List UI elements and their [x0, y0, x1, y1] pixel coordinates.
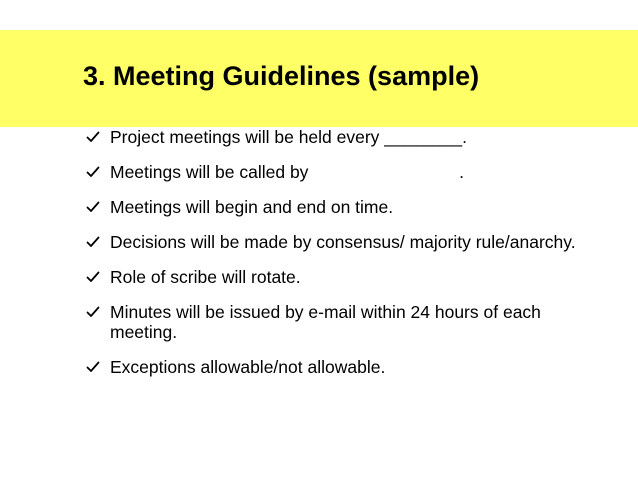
- bullet-text: Decisions will be made by consensus/ majority rule/anarchy.: [110, 232, 576, 252]
- bullet-text: Meetings will begin and end on time.: [110, 197, 394, 217]
- bullet-item: [86, 127, 606, 147]
- bullet-item: [86, 197, 606, 217]
- bullet-list: [86, 120, 606, 392]
- bullet-text: Exceptions allowable/not allowable.: [110, 357, 386, 377]
- bullet-item: [86, 267, 606, 287]
- slide-title: 3. Meeting Guidelines (sample): [83, 61, 480, 91]
- bullet-text: Project meetings will be held every ________.: [110, 127, 468, 147]
- checkmark-icon: [86, 305, 100, 319]
- bullet-item: [86, 162, 606, 182]
- bullet-text: Minutes will be issued by e-mail within 24 hours of each meeting.: [110, 302, 546, 342]
- checkmark-icon: [86, 165, 100, 179]
- bullet-item: [86, 357, 606, 377]
- checkmark-icon: [86, 235, 100, 249]
- bullet-text: Role of scribe will rotate.: [110, 267, 301, 287]
- bullet-item: [86, 302, 606, 342]
- checkmark-icon: [86, 130, 100, 144]
- bullet-text: Meetings will be called by .: [110, 162, 465, 182]
- checkmark-icon: [86, 360, 100, 374]
- checkmark-icon: [86, 200, 100, 214]
- checkmark-icon: [86, 270, 100, 284]
- bullet-item: [86, 232, 606, 252]
